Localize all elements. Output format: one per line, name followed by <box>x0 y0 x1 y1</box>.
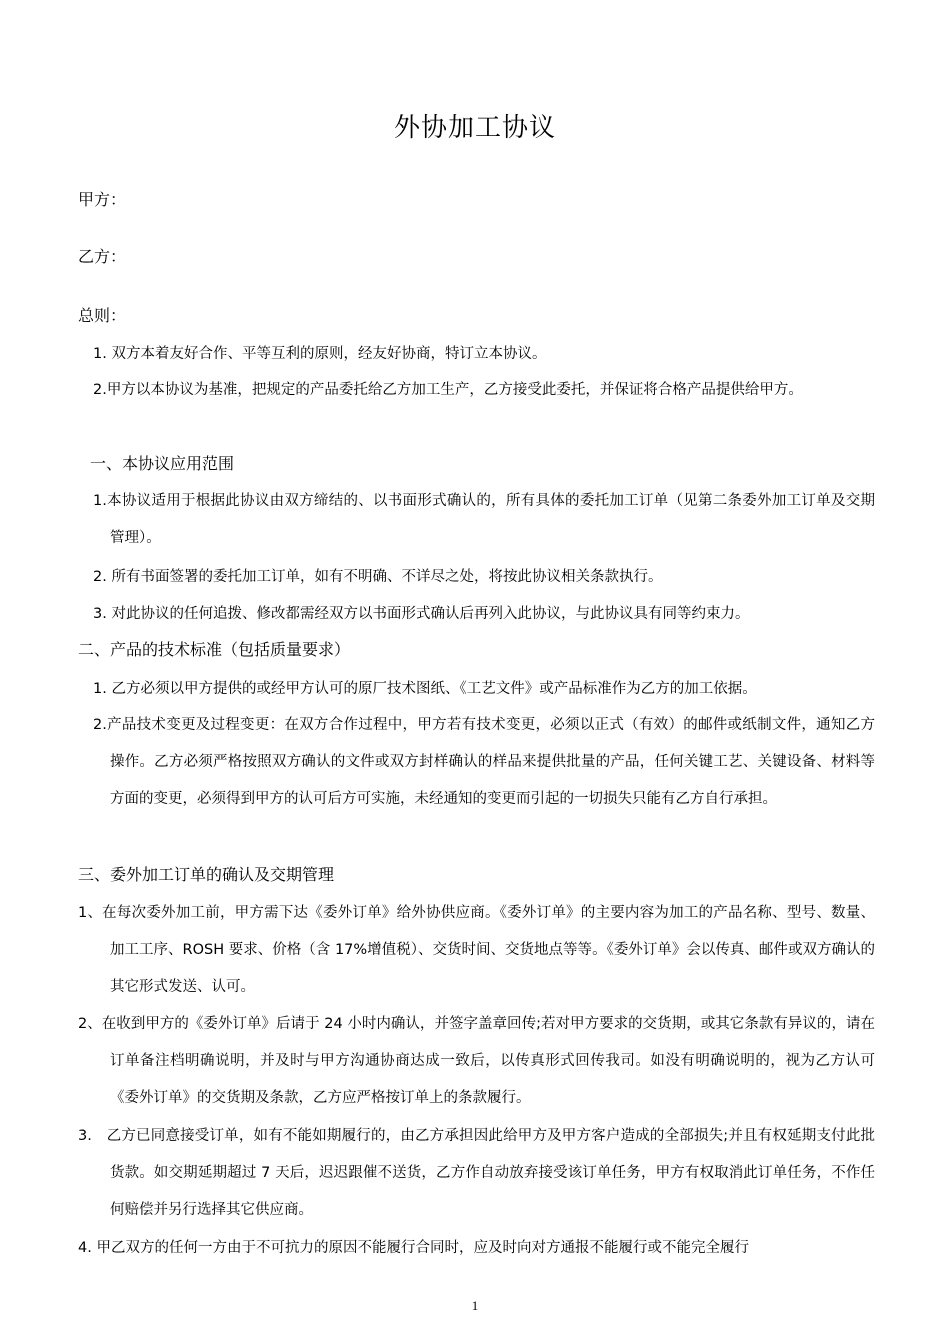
party-b-label: 乙方： <box>78 247 127 266</box>
general-item-1: 1. 双方本着友好合作、平等互利的原则，经友好协商，特订立本协议。 <box>93 346 547 362</box>
section-1-item-1-text: 1.本协议适用于根据此协议由双方缔结的、以书面形式确认的，所有具体的委托加工订单（见第二条委外加工订单及交期管理）。 <box>93 493 875 546</box>
section-1-item-2: 2. 所有书面签署的委托加工订单，如有不明确、不详尽之处，将按此协议相关条款执行。 <box>93 569 663 585</box>
section-2-item-1: 1. 乙方必须以甲方提供的或经甲方认可的原厂技术图纸、《工艺文件》或产品标准作为乙方的加工依据。 <box>93 681 757 697</box>
general-item-2 <box>93 372 875 409</box>
page-number: 1 <box>471 1298 479 1313</box>
general-item-2-text: 2.甲方以本协议为基准，把规定的产品委托给乙方加工生产，乙方接受此委托，并保证将合格产品提供给甲方。 <box>93 382 803 398</box>
section-3-item-2 <box>78 1006 875 1117</box>
section-2-item-2 <box>93 707 875 818</box>
section-3-item-3-text: 3. 乙方已同意接受订单，如有不能如期履行的，由乙方承担因此给甲方及甲方客户造成的全部损失;并且有权延期支付此批货款。如交期延期超过 7 天后，迟迟跟催不送货，乙方作自动放弃接受该订单任务，甲方有权取消此订单任务，不作任何赔偿并另行选择其它供应商。 <box>78 1128 875 1218</box>
party-a-label: 甲方： <box>78 190 127 209</box>
section-2-heading: 二、产品的技术标准（包括质量要求） <box>78 640 351 659</box>
section-3-item-1 <box>78 895 875 1006</box>
section-3-item-3 <box>78 1118 875 1229</box>
section-3-item-2-text: 2、在收到甲方的《委外订单》后请于 24 小时内确认，并签字盖章回传;若对甲方要求的交货期，或其它条款有异议的，请在订单备注档明确说明，并及时与甲方沟通协商达成一致后，以传真形式回传我司。如没有明确说明的，视为乙方认可《委外订单》的交货期及条款，乙方应严格按订单上的条款履行。 <box>78 1016 875 1106</box>
general-heading: 总则： <box>78 306 127 325</box>
section-3-heading: 三、委外加工订单的确认及交期管理 <box>78 865 335 884</box>
document-title: 外协加工协议 <box>393 113 556 143</box>
section-2-item-2-text: 2.产品技术变更及过程变更：在双方合作过程中，甲方若有技术变更，必须以正式（有效）的邮件或纸制文件，通知乙方操作。乙方必须严格按照双方确认的文件或双方封样确认的样品来提供批量的产品，任何关键工艺、关键设备、材料等方面的变更，必须得到甲方的认可后方可实施，未经通知的变更而引起的一切损失只能有乙方自行承担。 <box>93 717 875 807</box>
section-3-item-4: 4. 甲乙双方的任何一方由于不可抗力的原因不能履行合同时，应及时向对方通报不能履行或不能完全履行 <box>78 1240 749 1256</box>
section-1-heading: 一、本协议应用范围 <box>90 454 235 473</box>
section-1-item-1 <box>93 483 875 557</box>
section-3-item-1-text: 1、在每次委外加工前，甲方需下达《委外订单》给外协供应商。《委外订单》的主要内容为加工的产品名称、型号、数量、加工工序、ROSH 要求、价格（含 17%增值税）、交货时间、交货地点等等。《委外订单》会以传真、邮件或双方确认的其它形式发送、认可。 <box>78 905 875 995</box>
section-1-item-3: 3. 对此协议的任何追拨、修改都需经双方以书面形式确认后再列入此协议，与此协议具有同等约束力。 <box>93 606 750 622</box>
